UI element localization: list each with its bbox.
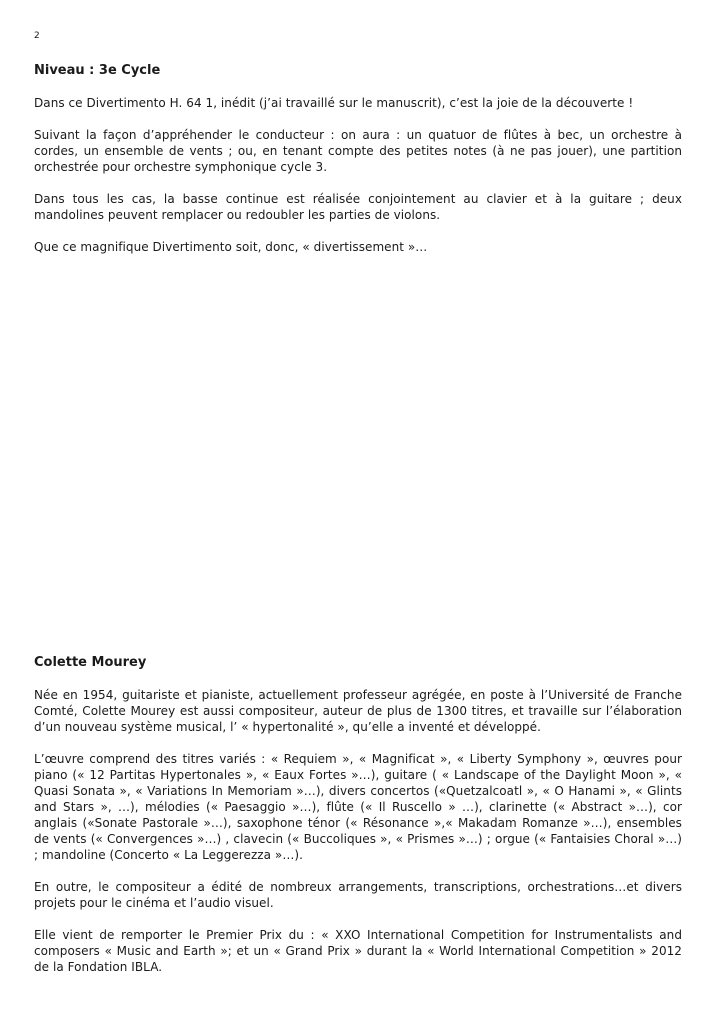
closing-paragraph: Que ce magnifique Divertimento soit, donc, « divertissement »…: [34, 240, 428, 254]
biography-paragraph: Née en 1954, guitariste et pianiste, actuellement professeur agrégée, en poste à l’Université de Franche Comté, Colette Mourey est aussi compositeur, auteur de plus de 1300 titres, et travaille sur l’élaboration d’un nouveau système musical, l’ « hypertonalité », qu’elle a inventé et développé.: [34, 688, 682, 734]
intro-paragraph: Dans ce Divertimento H. 64 1, inédit (j’ai travaillé sur le manuscrit), c’est la joie de la découverte !: [34, 96, 634, 110]
level-heading: Niveau : 3e Cycle: [34, 63, 161, 78]
awards-paragraph: Elle vient de remporter le Premier Prix du : « XXO International Competition for Instrumentalists and composers « Music and Earth »; et un « Grand Prix » durant la « World International Competition » 2012 de la Fondation IBLA.: [34, 928, 682, 974]
conductor-paragraph: Suivant la façon d’appréhender le conducteur : on aura : un quatuor de flûtes à bec, un orchestre à cordes, un ensemble de vents ; ou, en tenant compte des petites notes (à ne pas jouer), une partition orchestrée pour orchestre symphonique cycle 3.: [34, 128, 682, 174]
composer-heading: Colette Mourey: [34, 655, 147, 670]
basso-continuo-paragraph: Dans tous les cas, la basse continue est réalisée conjointement au clavier et à la guitare ; deux mandolines peuvent remplacer ou redoubler les parties de violons.: [34, 192, 682, 222]
page-number: 2: [34, 31, 40, 41]
composer-section: [34, 654, 682, 991]
arrangements-paragraph: En outre, le compositeur a édité de nombreux arrangements, transcriptions, orchestrations…et divers projets pour le cinéma et l’audio visuel.: [34, 880, 682, 910]
works-paragraph: L’œuvre comprend des titres variés : « Requiem », « Magnificat », « Liberty Symphony », œuvres pour piano (« 12 Partitas Hypertonales », « Eaux Fortes »…), guitare ( « Landscape of the Daylight Moon », « Quasi Sonata », « Variations In Memoriam »…), divers concertos («Quetzalcoatl », « O Hanami », « Glints and Stars », …), mélodies (« Paesaggio »…), flûte (« Il Ruscello » …), clarinette (« Abstract »…), cor anglais («Sonate Pastorale »…), saxophone ténor (« Résonance »,« Makadam Romanze »…), ensembles de vents (« Convergences »…) , clavecin (« Buccoliques », « Prismes »…) ; orgue (« Fantaisies Choral »…) ; mandoline (Concerto « La Leggerezza »…).: [34, 752, 682, 862]
level-section: [34, 62, 682, 271]
